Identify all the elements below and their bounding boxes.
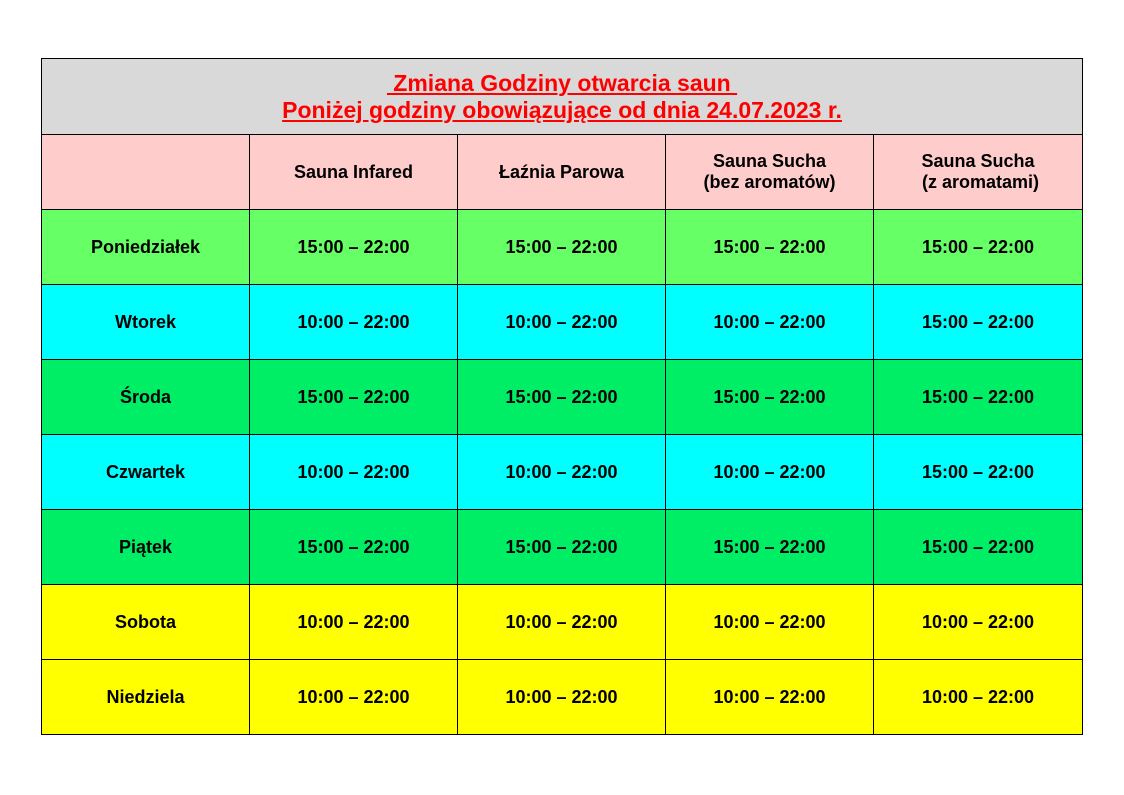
day-name-cell: Sobota bbox=[42, 585, 250, 660]
header-label: (z aromatami) bbox=[917, 172, 1040, 192]
day-name-cell: Czwartek bbox=[42, 435, 250, 510]
title-row bbox=[42, 59, 1083, 135]
hours-cell: 10:00 – 22:00 bbox=[666, 435, 874, 510]
hours-cell: 15:00 – 22:00 bbox=[666, 210, 874, 285]
header-label: Łaźnia Parowa bbox=[498, 161, 625, 182]
hours-cell: 10:00 – 22:00 bbox=[458, 285, 666, 360]
hours-cell: 15:00 – 22:00 bbox=[250, 360, 458, 435]
hours-cell: 15:00 – 22:00 bbox=[458, 510, 666, 585]
hours-cell: 10:00 – 22:00 bbox=[250, 660, 458, 735]
table-row bbox=[42, 360, 1083, 435]
header-label: (bez aromatów) bbox=[703, 172, 836, 192]
hours-cell: 10:00 – 22:00 bbox=[250, 435, 458, 510]
hours-cell: 15:00 – 22:00 bbox=[666, 360, 874, 435]
hours-cell: 15:00 – 22:00 bbox=[250, 510, 458, 585]
hours-cell: 10:00 – 22:00 bbox=[458, 585, 666, 660]
hours-cell: 15:00 – 22:00 bbox=[874, 510, 1083, 585]
schedule-body bbox=[42, 59, 1083, 735]
title-cell bbox=[42, 59, 1083, 135]
hours-cell: 15:00 – 22:00 bbox=[874, 435, 1083, 510]
sauna-schedule-table bbox=[41, 58, 1083, 735]
hours-cell: 10:00 – 22:00 bbox=[250, 585, 458, 660]
hours-cell: 15:00 – 22:00 bbox=[250, 210, 458, 285]
hours-cell: 10:00 – 22:00 bbox=[666, 585, 874, 660]
header-cell bbox=[874, 135, 1083, 210]
table-row bbox=[42, 585, 1083, 660]
hours-cell: 10:00 – 22:00 bbox=[458, 435, 666, 510]
table-row bbox=[42, 660, 1083, 735]
header-corner-cell bbox=[42, 135, 250, 210]
hours-cell: 15:00 – 22:00 bbox=[874, 285, 1083, 360]
header-label: Sauna Sucha bbox=[712, 151, 827, 171]
header-cell bbox=[666, 135, 874, 210]
day-name-cell: Piątek bbox=[42, 510, 250, 585]
header-row bbox=[42, 135, 1083, 210]
hours-cell: 15:00 – 22:00 bbox=[458, 210, 666, 285]
header-label: Sauna Sucha bbox=[921, 151, 1035, 171]
table-row bbox=[42, 435, 1083, 510]
day-name-cell: Wtorek bbox=[42, 285, 250, 360]
hours-cell: 10:00 – 22:00 bbox=[250, 285, 458, 360]
hours-cell: 10:00 – 22:00 bbox=[666, 285, 874, 360]
day-name-cell: Środa bbox=[42, 360, 250, 435]
hours-cell: 15:00 – 22:00 bbox=[874, 360, 1083, 435]
day-name-cell: Niedziela bbox=[42, 660, 250, 735]
hours-cell: 15:00 – 22:00 bbox=[874, 210, 1083, 285]
hours-cell: 10:00 – 22:00 bbox=[458, 660, 666, 735]
hours-cell: 15:00 – 22:00 bbox=[666, 510, 874, 585]
header-cell bbox=[250, 135, 458, 210]
hours-cell: 10:00 – 22:00 bbox=[874, 585, 1083, 660]
hours-cell: 10:00 – 22:00 bbox=[666, 660, 874, 735]
title-line-2: Poniżej godziny obowiązujące od dnia 24.07.2023 r. bbox=[282, 96, 842, 123]
header-cell bbox=[458, 135, 666, 210]
hours-cell: 10:00 – 22:00 bbox=[874, 660, 1083, 735]
hours-cell: 15:00 – 22:00 bbox=[458, 360, 666, 435]
table-row bbox=[42, 510, 1083, 585]
day-name-cell: Poniedziałek bbox=[42, 210, 250, 285]
header-label: Sauna Infared bbox=[293, 161, 414, 182]
title-line-1: Zmiana Godziny otwarcia saun bbox=[386, 69, 738, 96]
table-row bbox=[42, 210, 1083, 285]
table-row bbox=[42, 285, 1083, 360]
